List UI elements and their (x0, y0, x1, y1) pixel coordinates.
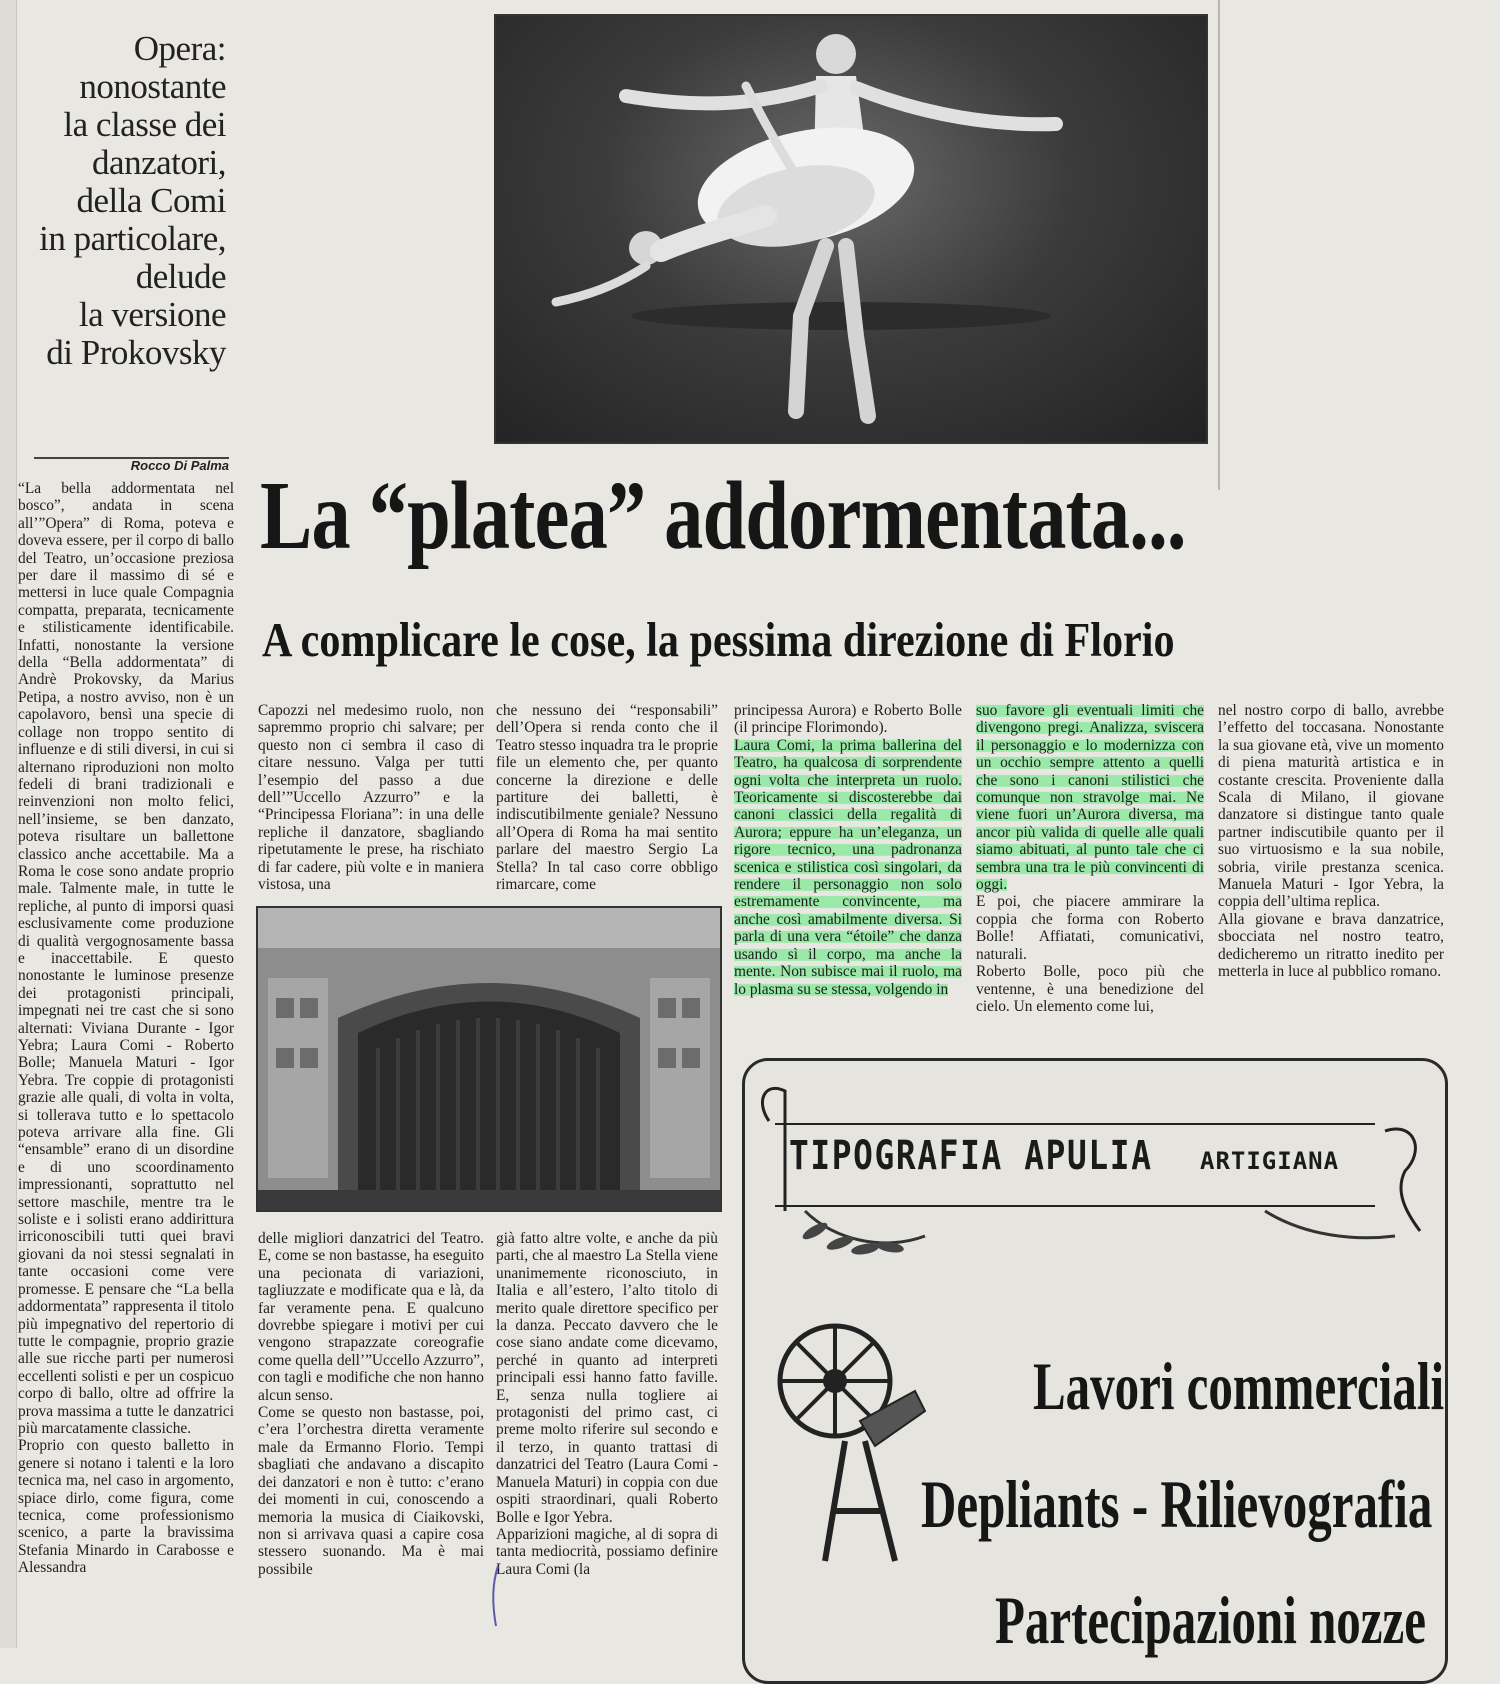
ad-service-line: Lavori commerciali (1033, 1348, 1445, 1424)
theatre-illustration (258, 908, 720, 1210)
paragraph: Come se questo non bastasse, poi, c’era l’orchestra diretta veramente male da Ermanno Florio. Tempi sbagliati che andavano a discapito dei danzatori e non è tutto: c’erano dei momenti in cui, conoscendo a memoria la musica di Ciaikovski, non si arrivava quasi a capire cosa stessero suonando. Ma è mai possibile (258, 1404, 484, 1578)
subheadline: A complicare le cose, la pessima direzione di Florio (262, 612, 1175, 667)
dancers-photo (494, 14, 1208, 444)
kicker-line: Opera: (133, 29, 226, 68)
theatre-photo (256, 906, 722, 1212)
advertisement-box (742, 1058, 1448, 1684)
paragraph (734, 737, 962, 998)
kicker-line: della Comi (76, 181, 226, 220)
article-column-3-bottom (496, 1230, 718, 1578)
paragraph (976, 702, 1204, 893)
ad-brand-suffix: ARTIGIANA (1200, 1147, 1340, 1175)
article-column-1 (18, 480, 234, 1577)
paragraph: nel nostro corpo di ballo, avrebbe l’effetto del toccasana. Nonostante la sua giovane età, vive un momento di piena maturità artistica e in costante crescita. Proveniente dalla Scala di Milano, il giovane danzatore si distingue tanto quale partner indiscutibile quanto per il suo virtuosismo e la sua nobile, sobria, virile prestanza scenica. Manuela Maturi - Igor Yebra, la coppia dell’ultima replica. (1218, 702, 1444, 911)
headline: La “platea” addormentata... (260, 462, 1186, 570)
ad-service-line: Depliants - Rilievografia (921, 1466, 1433, 1542)
paragraph: Capozzi nel medesimo ruolo, non sapremmo proprio chi salvare; per questo non ci sembra il caso di citare nessuno. Valga per tutti l’esempio del passo a due dell’”Uccello Azzurro” e la “Principessa Floriana”: in una delle repliche il danzatore, sbagliando ripetutamente le prese, ha rischiato di far cadere, più volte e in maniera vistosa, una (258, 702, 484, 894)
dancers-illustration (496, 16, 1206, 442)
kicker-line: nonostante (79, 67, 226, 106)
kicker (20, 30, 226, 372)
kicker-line: danzatori, (92, 143, 226, 182)
paragraph: E poi, che piacere ammirare la coppia che forma con Roberto Bolle! Affiatati, comunicativi, naturali. (976, 893, 1204, 963)
pen-mark (488, 1564, 504, 1628)
adjacent-article-fragment (1218, 0, 1500, 490)
kicker-line: in particolare, (39, 219, 226, 258)
kicker-line: la classe dei (63, 105, 226, 144)
article-column-2-top (258, 702, 484, 893)
article-column-3-top (496, 702, 718, 893)
page-edge (0, 0, 17, 1648)
article-column-2-bottom (258, 1230, 484, 1578)
paragraph: già fatto altre volte, e anche da più parti, che al maestro La Stella viene unanimemente riconosciuto, in Italia e all’estero, l’alto titolo di merito quale direttore specifico per la danza. Peccato davvero che le cose siano andate come dicevamo, perché in quanto ad interpreti principali essi hanno fatto faville. E, senza nulla togliere ai protagonisti del primo cast, ci preme molto riferire sul secondo e il terzo, in quanto trattasi di danzatrici del Teatro (Laura Comi - Manuela Maturi) in coppia con due ospiti straordinari, quali Roberto Bolle e Igor Yebra. (496, 1230, 718, 1526)
paragraph: Apparizioni magiche, al di sopra di tanta mediocrità, possiamo definire Laura Comi (la (496, 1525, 718, 1578)
paragraph: “La bella addormentata nel bosco”, andata in scena all’”Opera” di Roma, poteva e doveva essere, per il corpo di ballo del Teatro, un’occasione preziosa per dare il massimo di sé e mettersi in luce quale Compagnia compatta, preparata, tecnicamente e stilisticamente identificabile. Infatti, nonostante la versione della “Bella addormentata” di Andrè Prokovsky, da Marius Petipa, a nostro avviso, non è un capolavoro, bensì una specie di collage non troppo sentito di influenze e di stili diversi, in cui si alternano riproduzioni non molto fedeli di brani tradizionali e reinvenzioni non molto felici, nell’insieme, se ben danzato, poteva risultare un ballettone classico anche accettabile. Ma a Roma le cose sono andate proprio male. Talmente male, in tutte le repliche, al punto di imporsi quasi esclusivamente come produzione di qualità vergognosamente bassa e inaccettabile. E questo nonostante le luminose presenze dei protagonisti principali, impegnati nei tre cast che si sono alternati: Viviana Durante - Igor Yebra; Laura Comi - Roberto Bolle; Manuela Maturi - Igor Yebra. Tre coppie di protagonisti grazie alle quali, di volta in volta, si tollerava tutto e lo spettacolo poteva arrivare alla fine. Gli “ensamble” erano di un disordine e di uno scoordinamento impressionanti, soprattutto nel settore maschile, mentre tra le soliste e i solisti erano addirittura irriconoscibili tutti quei bravi giovani da noi stessi segnalati in tante occasioni come vere promesse. E pensare che “La bella addormentata” rappresenta il titolo più impegnativo del repertorio di tutte le compagnie, proprio grazie alle sue ricche parti per numerosi eccellenti solisti e per un cospicuo corpo di ballo, oltre ad offrire la prova massima a tutte le danzatrici più marcatamente classiche. (18, 480, 234, 1437)
kicker-line: di Prokovsky (46, 333, 226, 372)
printing-press-icon (765, 1311, 935, 1571)
byline: Rocco Di Palma (130, 458, 229, 473)
article-column-6 (1218, 702, 1444, 981)
kicker-line: delude (135, 257, 226, 296)
paragraph: Alla giovane e brava danzatrice, sbocciata nel nostro teatro, dedicheremo un ritratto inedito per metterla in luce al pubblico romano. (1218, 910, 1444, 981)
ad-brand-name: TIPOGRAFIA APULIA (789, 1133, 1153, 1179)
paragraph: principessa Aurora) e Roberto Bolle (il principe Florimondo). (734, 702, 962, 737)
kicker-line: la versione (78, 295, 226, 334)
paragraph: Roberto Bolle, poco più che ventenne, è una benedizione del cielo. Un elemento come lui, (976, 963, 1204, 1015)
column-rule (1218, 0, 1220, 490)
highlighted-text: Laura Comi, la prima ballerina del Teatro, ha qualcosa di sorprendente ogni volta che interpreta un ruolo. Teoricamente si discosterebbe dai canoni classici della regalità di Aurora; eppure ha un’eleganza, un rigore tecnico, una padronanza scenica e stilistica così singolari, da rendere il personaggio non solo estremamente convincente, ma anche così amabilmente diversa. Si parla di una vera “étoile” che danza usando sì il corpo, ma anche la mente. Non subisce mai il ruolo, ma lo plasma su se stessa, volgendo in (734, 736, 962, 998)
highlighted-text: suo favore gli eventuali limiti che divengono pregi. Analizza, sviscera il personaggio e lo modernizza con un occhio sempre attento a quelli che sono i canoni stilistici che comunque non stravolge mai. Ne viene fuori un’Aurora diversa, ma ancor più valida di quelle alle quali siamo abituati, al punto tale che ci sembra una tra le più convincenti di oggi. (976, 702, 1204, 894)
paragraph: Proprio con questo balletto in genere si notano i talenti e la loro tecnica ma, nel caso in argomento, spiace dirlo, come figura, come tecnica, come professionismo scenico, a parte la bravissima Stefania Minardo in Carabosse e Alessandra (18, 1437, 234, 1577)
article-column-5 (976, 702, 1204, 1015)
ad-service-line: Partecipazioni nozze (995, 1582, 1426, 1658)
paragraph: che nessuno dei “responsabili” dell’Opera si renda conto che il Teatro stesso inquadra tra le proprie file un elemento che, per quanto concerne la direzione e delle partiture dei balletti, è indiscutibilmente geniale? Nessuno all’Opera di Roma ha mai sentito parlare del maestro Sergio La Stella? In tal caso corre obbligo rimarcare, come (496, 702, 718, 894)
article-column-4 (734, 702, 962, 998)
paragraph: delle migliori danzatrici del Teatro. E, come se non bastasse, ha eseguito una pecionata di variazioni, tagliuzzate e modificate qua e là, da far veramente pena. E qualcuno dovrebbe spiegare i motivi per cui vengono strapazzate coreografie come quella dell’”Uccello Azzurro”, con tagli e modifiche che non hanno alcun senso. (258, 1230, 484, 1404)
